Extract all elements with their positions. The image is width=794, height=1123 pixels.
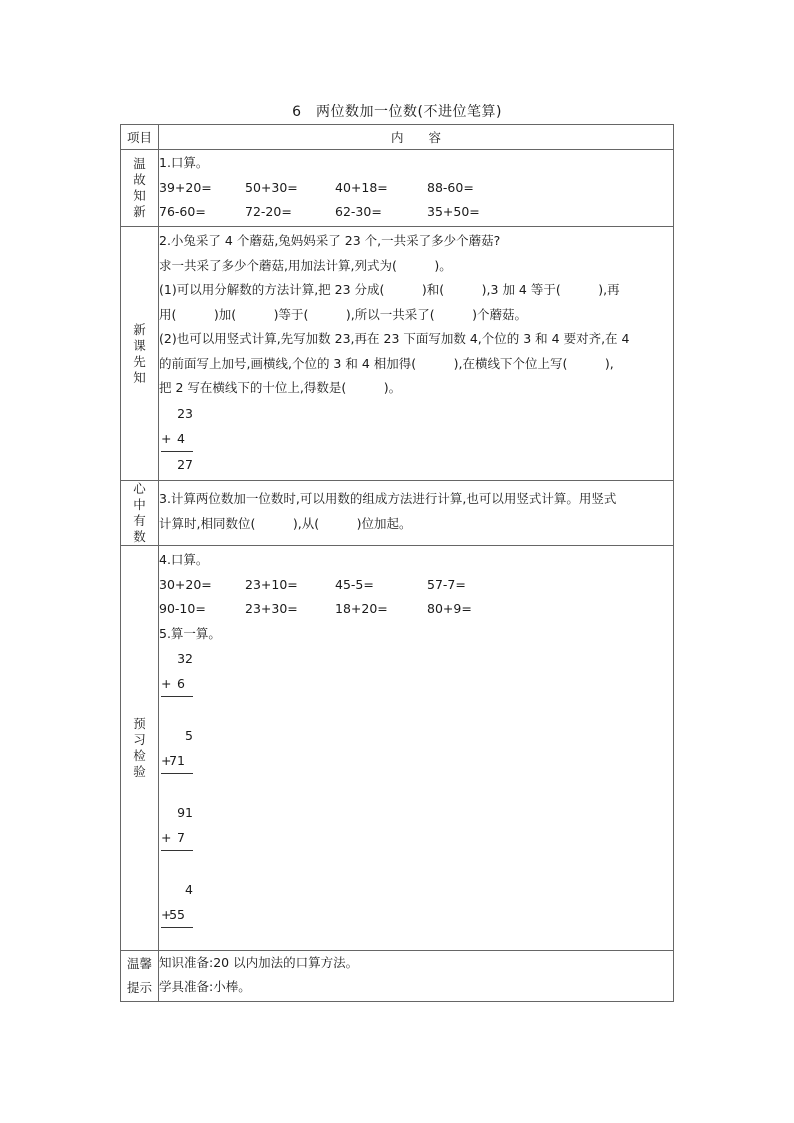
- vertical-top-number: 23: [177, 405, 193, 421]
- practice-row-1: [159, 573, 673, 598]
- question-2-line: 求一共采了多少个蘑菇,用加法计算,列式为( )。: [159, 257, 452, 273]
- summary-label: 心中有数: [133, 481, 146, 544]
- plus-sign: +: [161, 907, 172, 922]
- practice-item: 18+20=: [335, 601, 388, 616]
- practice-item: 80+9=: [427, 601, 472, 616]
- plus-sign: +: [161, 430, 172, 446]
- review-item: 50+30=: [245, 179, 298, 195]
- tip-tools: 学具准备:小棒。: [159, 979, 251, 994]
- practice-item: 90-10=: [159, 601, 206, 616]
- review-item: 76-60=: [159, 204, 206, 219]
- question-3: 3.计算两位数加一位数时,可以用数的组成方法进行计算,也可以用竖式计算。用竖式: [159, 491, 617, 506]
- plus-sign: +: [161, 830, 172, 845]
- practice-item: 30+20=: [159, 576, 212, 592]
- plus-sign: +: [161, 676, 172, 691]
- question-2-line: (2)也可以用竖式计算,先写加数 23,再在 23 下面写加数 4,个位的 3 和 4 要对齐,在 4: [159, 331, 630, 346]
- header-col-project: 项目: [121, 125, 159, 150]
- worksheet-table: [120, 124, 674, 1002]
- review-label: 温故知新: [133, 156, 146, 219]
- review-item: 88-60=: [427, 179, 474, 195]
- page-title: 6 两位数加一位数(不进位笔算): [292, 104, 502, 120]
- newlesson-label: 新课先知: [133, 321, 146, 385]
- review-row-1: [159, 176, 673, 201]
- practice-section: [121, 546, 674, 951]
- review-item: 40+18=: [335, 179, 388, 195]
- problem-top-number: 5: [185, 728, 193, 743]
- review-section: [121, 150, 674, 227]
- header-row: [121, 125, 674, 150]
- question-2-line: (1)可以用分解数的方法计算,把 23 分成( )和( ),3 加 4 等于( ),再: [159, 282, 620, 297]
- problem-top-number: 91: [177, 805, 193, 820]
- newlesson-section: [121, 227, 674, 481]
- question-1: 1.口算。: [159, 155, 209, 170]
- plus-sign: +: [161, 753, 172, 768]
- vertical-result: 27: [177, 456, 193, 472]
- practice-row-2: [159, 597, 673, 622]
- review-row-2: [159, 200, 673, 225]
- practice-item: 57-7=: [427, 576, 466, 592]
- question-2-line: 用( )加( )等于( ),所以一共采了( )个蘑菇。: [159, 306, 527, 322]
- review-item: 62-30=: [335, 204, 382, 219]
- practice-item: 23+30=: [245, 601, 298, 616]
- vertical-problem-3: [161, 800, 201, 851]
- question-2-line: 把 2 写在横线下的十位上,得数是( )。: [159, 380, 402, 395]
- tips-label-2: 提示: [126, 980, 152, 995]
- vertical-problem-4: [161, 877, 201, 928]
- question-3-line: 计算时,相同数位( ),从( )位加起。: [159, 515, 412, 531]
- problem-top-number: 4: [185, 882, 193, 897]
- review-item: 35+50=: [427, 204, 480, 219]
- problem-addend: 6: [177, 676, 185, 691]
- question-4: 4.口算。: [159, 552, 209, 567]
- practice-item: 45-5=: [335, 576, 374, 592]
- question-2: 2.小兔采了 4 个蘑菇,兔妈妈采了 23 个,一共采了多少个蘑菇?: [159, 233, 501, 248]
- tip-knowledge: 知识准备:20 以内加法的口算方法。: [159, 955, 359, 970]
- summary-section: [121, 481, 674, 546]
- problem-addend: 71: [169, 753, 185, 768]
- tips-label-1: 温馨: [126, 956, 152, 971]
- question-2-line: 的前面写上加号,画横线,个位的 3 和 4 相加得( ),在横线下个位上写( ),: [159, 355, 614, 371]
- header-col-content: 内 容: [159, 125, 674, 150]
- review-item: 72-20=: [245, 204, 292, 219]
- problem-addend: 7: [177, 830, 185, 845]
- practice-label: 预习检验: [133, 716, 146, 779]
- review-item: 39+20=: [159, 179, 212, 195]
- problem-top-number: 32: [177, 651, 193, 666]
- vertical-addend: 4: [177, 430, 185, 446]
- vertical-problem-1: [161, 646, 201, 697]
- vertical-problem-2: [161, 723, 201, 774]
- problem-addend: 55: [169, 907, 185, 922]
- vertical-addition-example: [161, 401, 201, 477]
- practice-item: 23+10=: [245, 576, 298, 592]
- tips-section: [121, 951, 674, 1002]
- question-5: 5.算一算。: [159, 625, 221, 641]
